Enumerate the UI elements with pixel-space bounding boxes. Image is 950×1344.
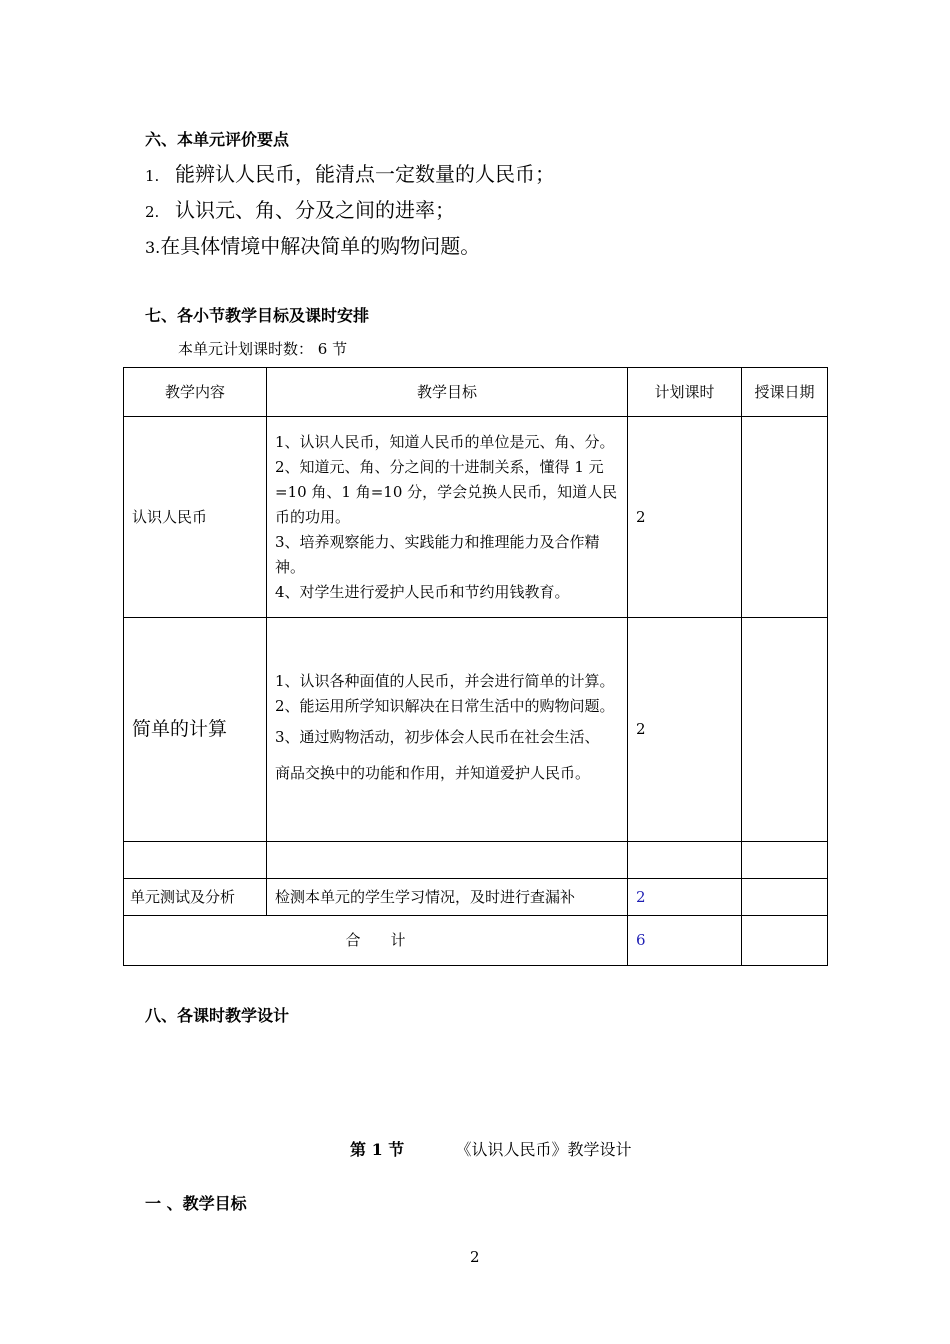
empty-cell (267, 842, 628, 879)
table-total-row (124, 916, 828, 966)
planned-hours-label: 本单元计划课时数： (178, 340, 314, 358)
total-hours: 6 (628, 916, 742, 966)
eval-item-3-text: 在具体情境中解决简单的购物问题。 (160, 234, 481, 258)
header-hours: 计划课时 (628, 368, 742, 417)
row1-goal-1: 1、认识人民币，知道人民币的单位是元、角、分。 (275, 432, 615, 451)
lesson-number: 第 1 节 (350, 1140, 405, 1159)
row1-content: 认识人民币 (124, 417, 267, 618)
section7-heading: 七、各小节教学目标及课时安排 (145, 306, 370, 325)
row1-date (742, 417, 828, 618)
eval-item-2-number: 2. (145, 203, 160, 221)
empty-cell (124, 842, 267, 879)
header-date: 授课日期 (742, 368, 828, 417)
eval-item-1-number: 1. (145, 167, 160, 185)
row2-date (742, 618, 828, 842)
row2-content: 简单的计算 (124, 618, 267, 842)
row2-goal-4: 商品交换中的功能和作用，并知道爱护人民币。 (275, 763, 591, 782)
table-row (124, 417, 828, 618)
planned-hours-line (178, 338, 347, 359)
eval-item-2 (145, 194, 455, 223)
row1-hours: 2 (628, 417, 742, 618)
page-number: 2 (470, 1248, 480, 1266)
eval-item-1-text: 能辨认人民币，能清点一定数量的人民币； (175, 162, 555, 186)
section8-heading: 八、各课时教学设计 (145, 1006, 290, 1025)
empty-cell (742, 842, 828, 879)
total-date (742, 916, 828, 966)
table-row (124, 879, 828, 916)
row4-content: 单元测试及分析 (124, 879, 267, 916)
table-row (124, 618, 828, 842)
table-row-empty (124, 842, 828, 879)
section6-heading: 六、本单元评价要点 (145, 130, 290, 149)
lesson-title (350, 1137, 631, 1160)
empty-cell (628, 842, 742, 879)
header-content: 教学内容 (124, 368, 267, 417)
planned-hours-unit: 节 (332, 340, 348, 358)
row1-goal-4: 4、对学生进行爱护人民币和节约用钱教育。 (275, 582, 570, 601)
row1-goal-2: 2、知道元、角、分之间的十进制关系，懂得 1 元=10 角、1 角=10 分，学会兑换人民币，知道人民币的功用。 (275, 457, 618, 526)
row1-goal-3: 3、培养观察能力、实践能力和推理能力及合作精神。 (275, 532, 600, 576)
total-label: 合 计 (124, 916, 628, 966)
planned-hours-value: 6 (317, 340, 328, 358)
row1-goals (267, 417, 628, 618)
header-goals: 教学目标 (267, 368, 628, 417)
row4-hours: 2 (628, 879, 742, 916)
eval-item-3-number: 3. (145, 238, 161, 257)
lesson-plan-table (123, 367, 828, 966)
row4-date (742, 879, 828, 916)
eval-item-2-text: 认识元、角、分及之间的进率； (175, 198, 455, 222)
table-header-row (124, 368, 828, 417)
eval-item-3 (145, 230, 480, 259)
row2-goals (267, 618, 628, 842)
row2-hours: 2 (628, 618, 742, 842)
eval-item-1 (145, 158, 555, 187)
row2-goal-3: 3、通过购物活动，初步体会人民币在社会生活、 (275, 727, 600, 746)
lesson-name: 《认识人民币》教学设计 (455, 1140, 632, 1159)
row2-goal-2: 2、能运用所学知识解决在日常生活中的购物问题。 (275, 696, 615, 715)
row4-goals: 检测本单元的学生学习情况，及时进行查漏补 (267, 879, 628, 916)
row2-goal-1: 1、认识各种面值的人民币，并会进行简单的计算。 (275, 671, 615, 690)
subsection1-heading: 一 、教学目标 (145, 1194, 247, 1213)
